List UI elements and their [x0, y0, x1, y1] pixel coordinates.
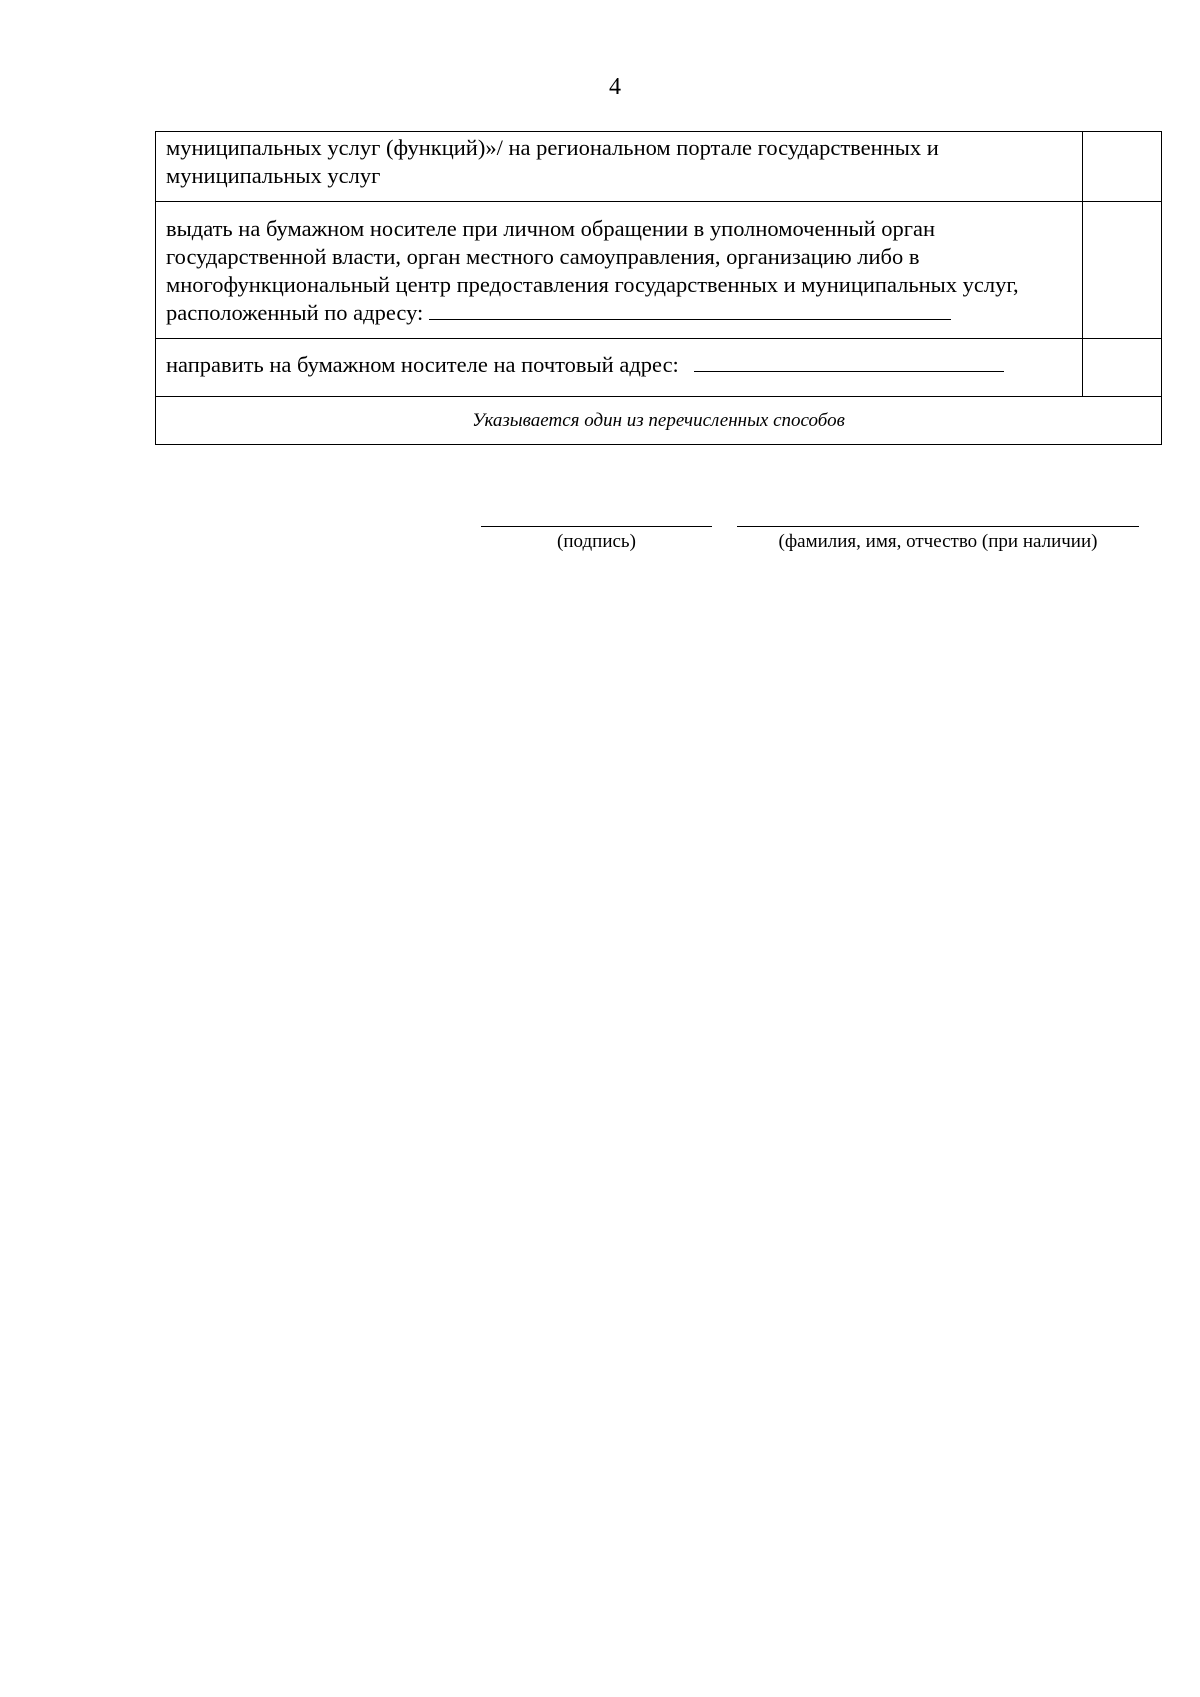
option-checkbox-portal[interactable]	[1083, 132, 1162, 202]
option-checkbox-mail[interactable]	[1083, 339, 1162, 397]
page-number: 4	[609, 74, 621, 100]
signature-caption: (подпись)	[557, 531, 636, 552]
table-row	[156, 397, 1162, 445]
table-row	[156, 202, 1162, 339]
table-row	[156, 339, 1162, 397]
full-name-caption: (фамилия, имя, отчество (при наличии)	[778, 531, 1098, 552]
signature-line[interactable]	[481, 526, 712, 527]
option-label: направить на бумажном носителе на почтовый адрес:	[166, 352, 679, 377]
table-note: Указывается один из перечисленных способов	[156, 397, 1162, 445]
delivery-options-table	[155, 131, 1162, 445]
table-row	[156, 132, 1162, 202]
option-text-mail	[156, 339, 1083, 397]
postal-address-fill-line[interactable]	[694, 351, 1004, 372]
option-checkbox-in-person[interactable]	[1083, 202, 1162, 339]
option-text-portal	[156, 132, 1083, 202]
option-text-in-person	[156, 202, 1083, 339]
option-label: муниципальных услуг (функций)»/ на региональном портале государственных и муниципальных услуг	[166, 135, 939, 188]
option-label: выдать на бумажном носителе при личном обращении в уполномоченный орган государственной власти, орган местного самоуправления, организацию либо в многофункциональный центр предоставления государственных и муниципальных услуг, расположенный по адресу:	[166, 216, 1019, 325]
address-fill-line[interactable]	[429, 299, 951, 320]
full-name-line[interactable]	[737, 526, 1139, 527]
